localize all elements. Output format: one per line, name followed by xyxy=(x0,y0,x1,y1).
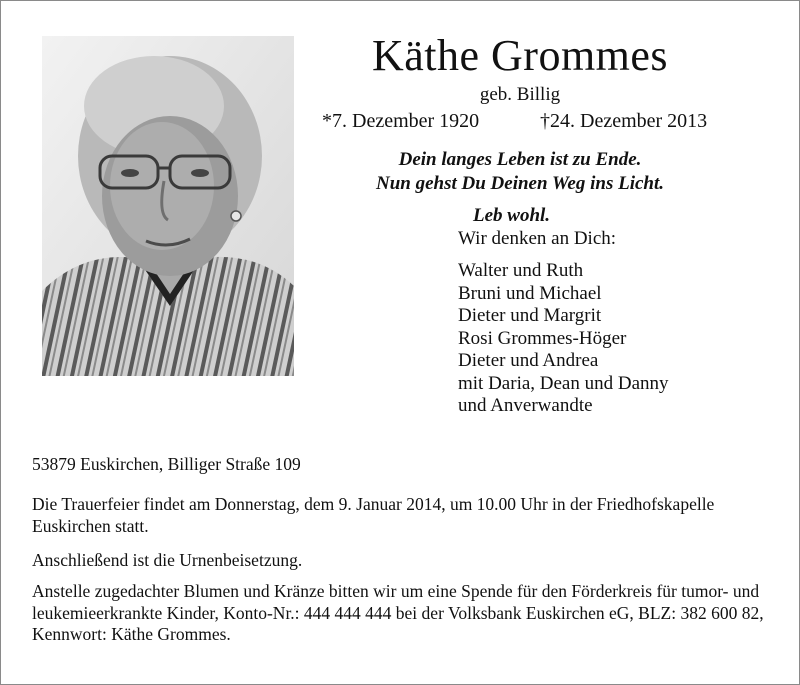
farewell: Leb wohl. xyxy=(473,205,551,226)
verse xyxy=(300,148,740,196)
death-date: †24. Dezember 2013 xyxy=(540,110,708,132)
mourner: Dieter und Margrit xyxy=(458,305,602,326)
mourner: Walter und Ruth xyxy=(458,260,584,281)
mourner: mit Daria, Dean und Danny xyxy=(458,372,669,394)
mourner: Rosi Grommes-Höger xyxy=(458,327,627,349)
maiden-name: geb. Billig xyxy=(479,84,561,105)
remembrance-line: Wir denken an Dich: xyxy=(458,228,617,249)
mourner: Dieter und Andrea xyxy=(458,350,599,371)
donation-request: Anstelle zugedachter Blumen und Kränze bitten wir um eine Spende für den Förderkreis für tumor- und leukemieerkrankte Kinder, Konto-Nr.: 444 444 444 bei der Volksbank Euskirchen eG, BLZ: 382 600 82, Kennwort: Käthe Grommes. xyxy=(32,581,764,644)
mourners-list xyxy=(458,260,669,418)
mourner: Bruni und Michael xyxy=(458,282,602,304)
funeral-service-info: Die Trauerfeier findet am Donnerstag, dem 9. Januar 2014, um 10.00 Uhr in der Friedhofskapelle Euskirchen statt. xyxy=(32,494,715,536)
deceased-name: Käthe Grommes xyxy=(371,31,669,80)
portrait-photo xyxy=(42,36,294,376)
urn-burial-info: Anschließend ist die Urnenbeisetzung. xyxy=(32,550,303,570)
verse-line: Dein langes Leben ist zu Ende. xyxy=(398,149,642,170)
birth-date: *7. Dezember 1920 xyxy=(322,110,480,132)
verse-line: Nun gehst Du Deinen Weg ins Licht. xyxy=(375,173,665,194)
address: 53879 Euskirchen, Billiger Straße 109 xyxy=(32,454,301,474)
mourner: und Anverwandte xyxy=(458,395,593,416)
